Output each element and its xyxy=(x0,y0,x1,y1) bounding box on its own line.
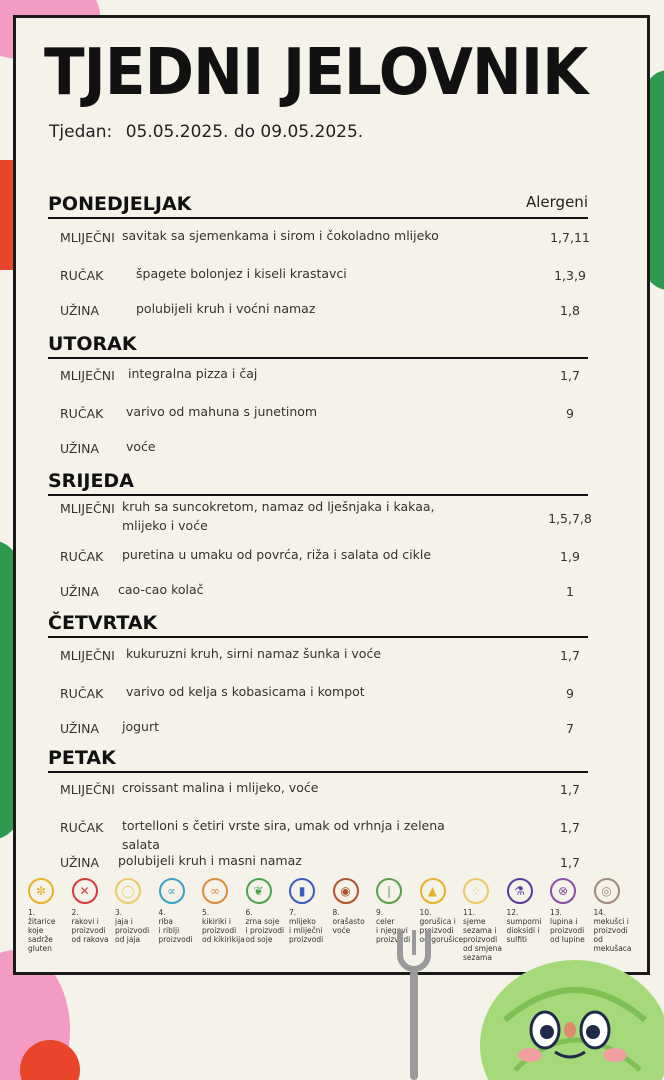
allergen-legend-text: 14. mekušci i proizvodi od mekušaca xyxy=(593,908,632,953)
egg-icon: ◯ xyxy=(115,878,141,904)
allergen-legend-text: 7. mlijeko i mliječni proizvodi xyxy=(289,908,324,944)
day-header xyxy=(48,193,588,219)
meal-type: MLIJEČNI xyxy=(60,782,115,797)
soy-icon: ❦ xyxy=(246,878,272,904)
sulfite-icon: ⚗ xyxy=(507,878,533,904)
celery-icon: ❘ xyxy=(376,878,402,904)
allergen-codes: 1 xyxy=(566,584,574,599)
day-header xyxy=(48,470,588,496)
day-header xyxy=(48,612,588,638)
allergen-legend-text: 6. zrna soje i proizvodi od soje xyxy=(245,908,285,944)
allergens-column-header: Alergeni xyxy=(526,193,588,211)
meal-type: MLIJEČNI xyxy=(60,501,115,516)
allergen-legend-text: 1. žitarice koje sadrže gluten xyxy=(28,908,56,953)
fish-icon: ∝ xyxy=(159,878,185,904)
meal-type: RUČAK xyxy=(60,549,104,564)
allergen-codes: 1,7,11 xyxy=(550,230,590,245)
cabbage-mascot-icon xyxy=(465,950,664,1080)
meal-type: MLIJEČNI xyxy=(60,368,115,383)
dish-description: croissant malina i mlijeko, voće xyxy=(122,780,319,795)
allergen-legend-item xyxy=(202,878,248,944)
mustard-icon: ▲ xyxy=(420,878,446,904)
day-header xyxy=(48,333,588,359)
dish-description: puretina u umaku od povrća, riža i salata od cikle xyxy=(122,547,432,562)
allergen-legend-item xyxy=(246,878,292,944)
allergen-codes: 1,7 xyxy=(560,820,580,835)
wheat-icon: ✼ xyxy=(28,878,54,904)
meal-type: RUČAK xyxy=(60,406,104,421)
meal-type: UŽINA xyxy=(60,855,100,870)
dish-description: tortelloni s četiri vrste sira, umak od vrhnja i zelena salata xyxy=(122,818,445,853)
allergen-legend-item xyxy=(594,878,640,953)
dish-description: savitak sa sjemenkama i sirom i čokoladno mlijeko xyxy=(122,228,439,243)
dish-description: špagete bolonjez i kiseli krastavci xyxy=(136,266,347,281)
meal-type: RUČAK xyxy=(60,268,104,283)
dish-description: integralna pizza i čaj xyxy=(128,366,258,381)
meal-type: UŽINA xyxy=(60,303,100,318)
allergen-legend-text: 4. riba i riblji proizvodi xyxy=(158,908,193,944)
allergen-codes: 1,7 xyxy=(560,855,580,870)
meal-type: RUČAK xyxy=(60,686,104,701)
week-label: Tjedan: xyxy=(49,122,113,142)
day-name: UTORAK xyxy=(48,333,137,355)
day-name: PONEDJELJAK xyxy=(48,193,192,215)
mollusc-icon: ◎ xyxy=(594,878,620,904)
crab-icon: ✕ xyxy=(72,878,98,904)
dish-description: kruh sa suncokretom, namaz od lješnjaka i kakaa, mlijeko i voće xyxy=(122,499,435,534)
allergen-codes: 1,9 xyxy=(560,549,580,564)
week-dates: 05.05.2025. do 09.05.2025. xyxy=(125,122,364,142)
day-name: ČETVRTAK xyxy=(48,612,158,634)
allergen-legend-item xyxy=(115,878,161,944)
allergen-legend-item xyxy=(159,878,205,944)
meal-type: MLIJEČNI xyxy=(60,230,115,245)
allergen-legend-item xyxy=(333,878,379,935)
allergen-legend-text: 5. kikiriki i proizvodi od kikirikija xyxy=(202,908,245,944)
dish-description: varivo od kelja s kobasicama i kompot xyxy=(126,684,365,699)
peanut-icon: ∞ xyxy=(202,878,228,904)
meal-type: MLIJEČNI xyxy=(60,648,115,663)
allergen-legend-text: 3. jaja i proizvodi od jaja xyxy=(115,908,150,944)
dish-description: polubijeli kruh i masni namaz xyxy=(118,853,302,868)
allergen-codes: 1,7 xyxy=(560,368,580,383)
allergen-codes: 1,8 xyxy=(560,303,580,318)
dish-description: polubijeli kruh i voćni namaz xyxy=(136,301,316,316)
lupin-icon: ⊗ xyxy=(550,878,576,904)
dish-description: kukuruzni kruh, sirni namaz šunka i voće xyxy=(126,646,382,661)
allergen-legend-text: 12. sumporni dioksidi i sulfiti xyxy=(506,908,542,944)
allergen-codes: 9 xyxy=(566,406,574,421)
menu-card xyxy=(13,15,650,975)
allergen-codes: 1,7 xyxy=(560,782,580,797)
allergen-legend-item xyxy=(72,878,118,944)
meal-type: UŽINA xyxy=(60,584,100,599)
allergen-legend-text: 2. rakovi i proizvodi od rakova xyxy=(71,908,109,944)
allergen-legend-item xyxy=(507,878,553,944)
allergen-legend-text: 11. sjeme sezama i proizvodi od smjena sezama xyxy=(463,908,502,962)
sesame-icon: ⁘ xyxy=(463,878,489,904)
allergen-legend-text: 10. gorušica i proizvodi od gorušice xyxy=(419,908,464,944)
allergen-legend-item xyxy=(28,878,74,953)
allergen-codes: 1,3,9 xyxy=(554,268,586,283)
dish-description: jogurt xyxy=(122,719,160,734)
dish-description: cao-cao kolač xyxy=(118,582,204,597)
allergen-legend-item xyxy=(289,878,335,944)
page-title: TJEDNI JELOVNIK xyxy=(44,36,588,110)
meal-type: RUČAK xyxy=(60,820,104,835)
allergen-legend-text: 9. celer i njegovi proizvodi xyxy=(376,908,411,944)
allergen-codes: 1,5,7,8 xyxy=(548,511,592,526)
fork-icon xyxy=(395,930,433,1080)
meal-type: UŽINA xyxy=(60,721,100,736)
allergen-codes: 7 xyxy=(566,721,574,736)
dish-description: varivo od mahuna s junetinom xyxy=(126,404,318,419)
dish-description: voće xyxy=(126,439,156,454)
day-name: PETAK xyxy=(48,747,116,769)
meal-type: UŽINA xyxy=(60,441,100,456)
allergen-legend-item xyxy=(550,878,596,944)
week-range xyxy=(49,122,363,142)
allergen-legend-text: 8. orašasto voće xyxy=(332,908,365,935)
day-name: SRIJEDA xyxy=(48,470,134,492)
day-header xyxy=(48,747,588,773)
nut-icon: ◉ xyxy=(333,878,359,904)
allergen-codes: 1,7 xyxy=(560,648,580,663)
allergen-legend-text: 13. lupina i proizvodi od lupine xyxy=(550,908,585,944)
allergen-codes: 9 xyxy=(566,686,574,701)
milk-icon: ▮ xyxy=(289,878,315,904)
